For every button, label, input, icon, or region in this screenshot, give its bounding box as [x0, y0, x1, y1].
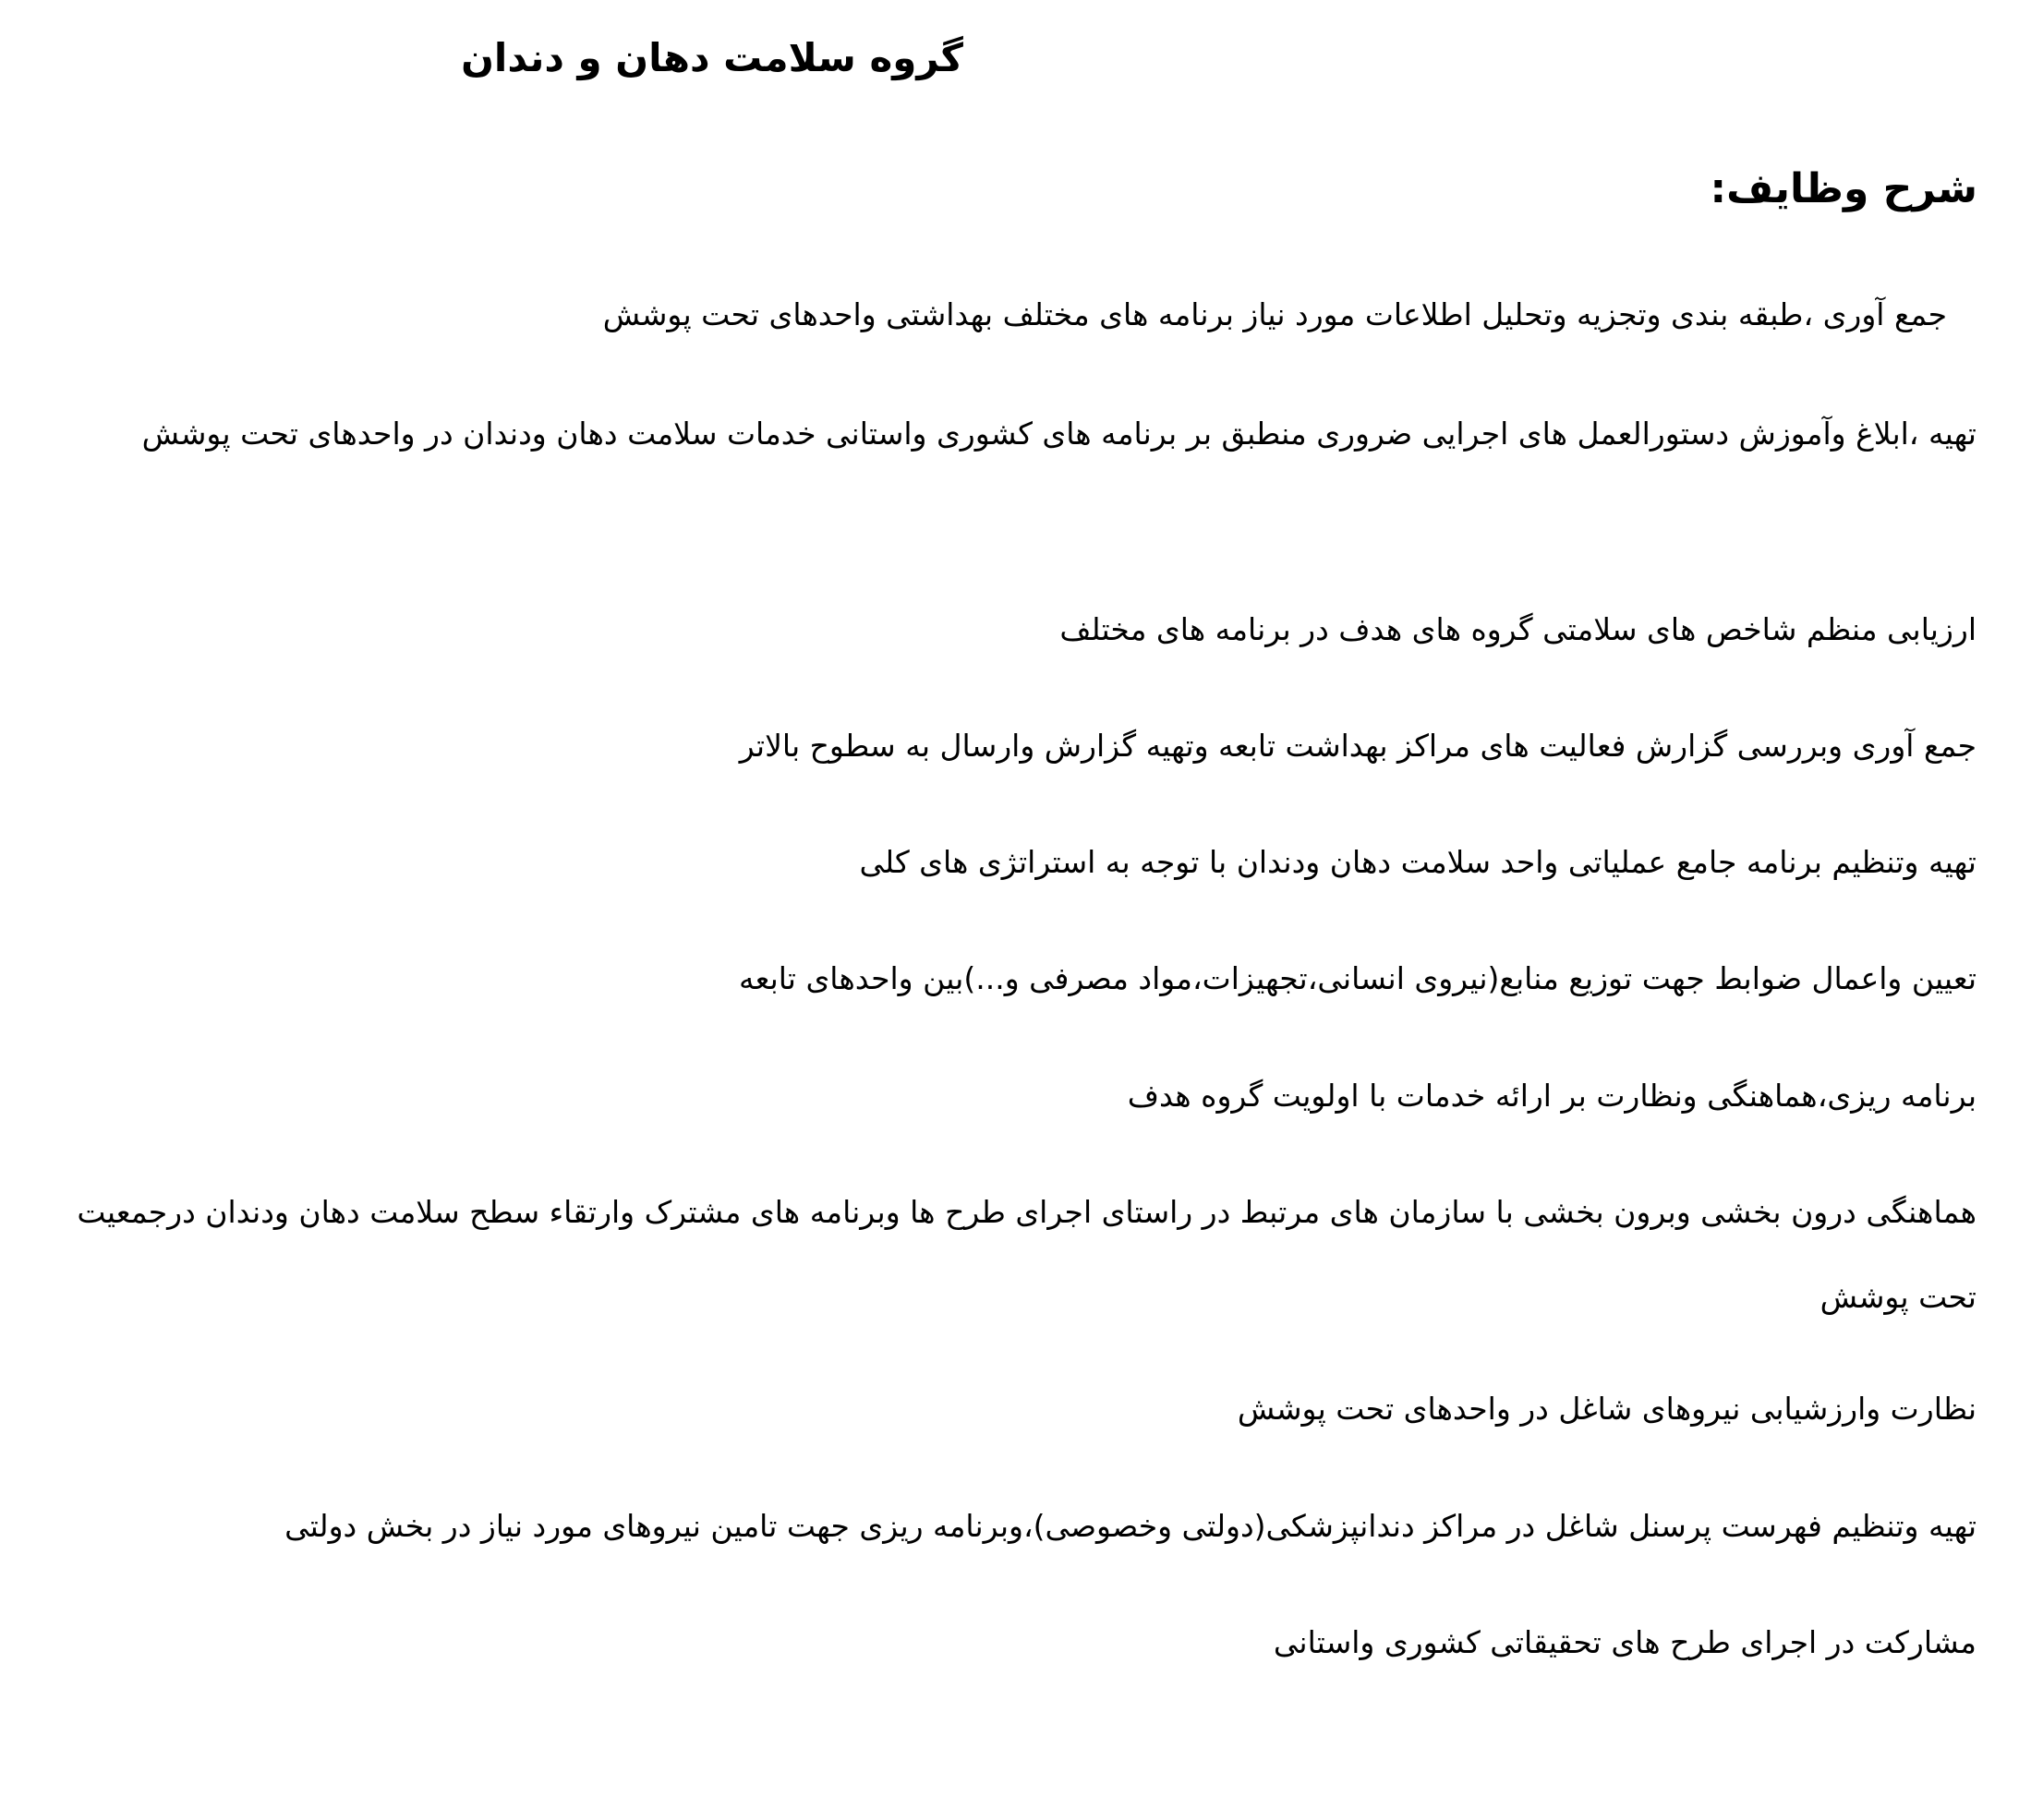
duty-item: نظارت وارزشیابی نیروهای شاغل در واحدهای تحت پوشش — [1237, 1391, 1977, 1427]
document-title: گروه سلامت دهان و دندان — [461, 35, 963, 80]
duty-item: هماهنگی درون بخشی وبرون بخشی با سازمان های مرتبط در راستای اجرای طرح ها وبرنامه های مشترک وارتقاء سطح سلامت دهان ودندان درجمعیت تحت پوشش — [77, 1194, 1977, 1315]
duty-item: ارزیابی منظم شاخص های سلامتی گروه های هدف در برنامه های مختلف — [1059, 611, 1977, 647]
duty-item: مشارکت در اجرای طرح های تحقیقاتی کشوری واستانی — [1273, 1624, 1977, 1660]
section-heading: شرح وظایف: — [1710, 165, 1977, 212]
duty-item: تعیین واعمال ضوابط جهت توزیع منابع(نیروی انسانی،تجهیزات،مواد مصرفی و...)بین واحدهای تابعه — [738, 960, 1977, 996]
duty-item: تهیه وتنظیم برنامه جامع عملیاتی واحد سلامت دهان ودندان با توجه به استراتژی های کلی — [859, 844, 1977, 880]
duty-item: برنامه ریزی،هماهنگی ونظارت بر ارائه خدمات با اولویت گروه هدف — [1127, 1078, 1977, 1114]
duty-item: جمع آوری ،طبقه بندی وتجزیه وتحلیل اطلاعات مورد نیاز برنامه های مختلف بهداشتی واحدهای تحت پوشش — [602, 296, 1947, 332]
duty-item: تهیه وتنظیم فهرست پرسنل شاغل در مراکز دندانپزشکی(دولتی وخصوصی)،وبرنامه ریزی جهت تامین نیروهای مورد نیاز در بخش دولتی — [284, 1508, 1977, 1544]
duty-item: تهیه ،ابلاغ وآموزش دستورالعمل های اجرایی ضروری منطبق بر برنامه های کشوری واستانی خدمات سلامت دهان ودندان در واحدهای تحت پوشش — [141, 416, 1977, 452]
duty-item: جمع آوری وبررسی گزارش فعالیت های مراکز بهداشت تابعه وتهیه گزارش وارسال به سطوح بالاتر — [739, 728, 1977, 764]
